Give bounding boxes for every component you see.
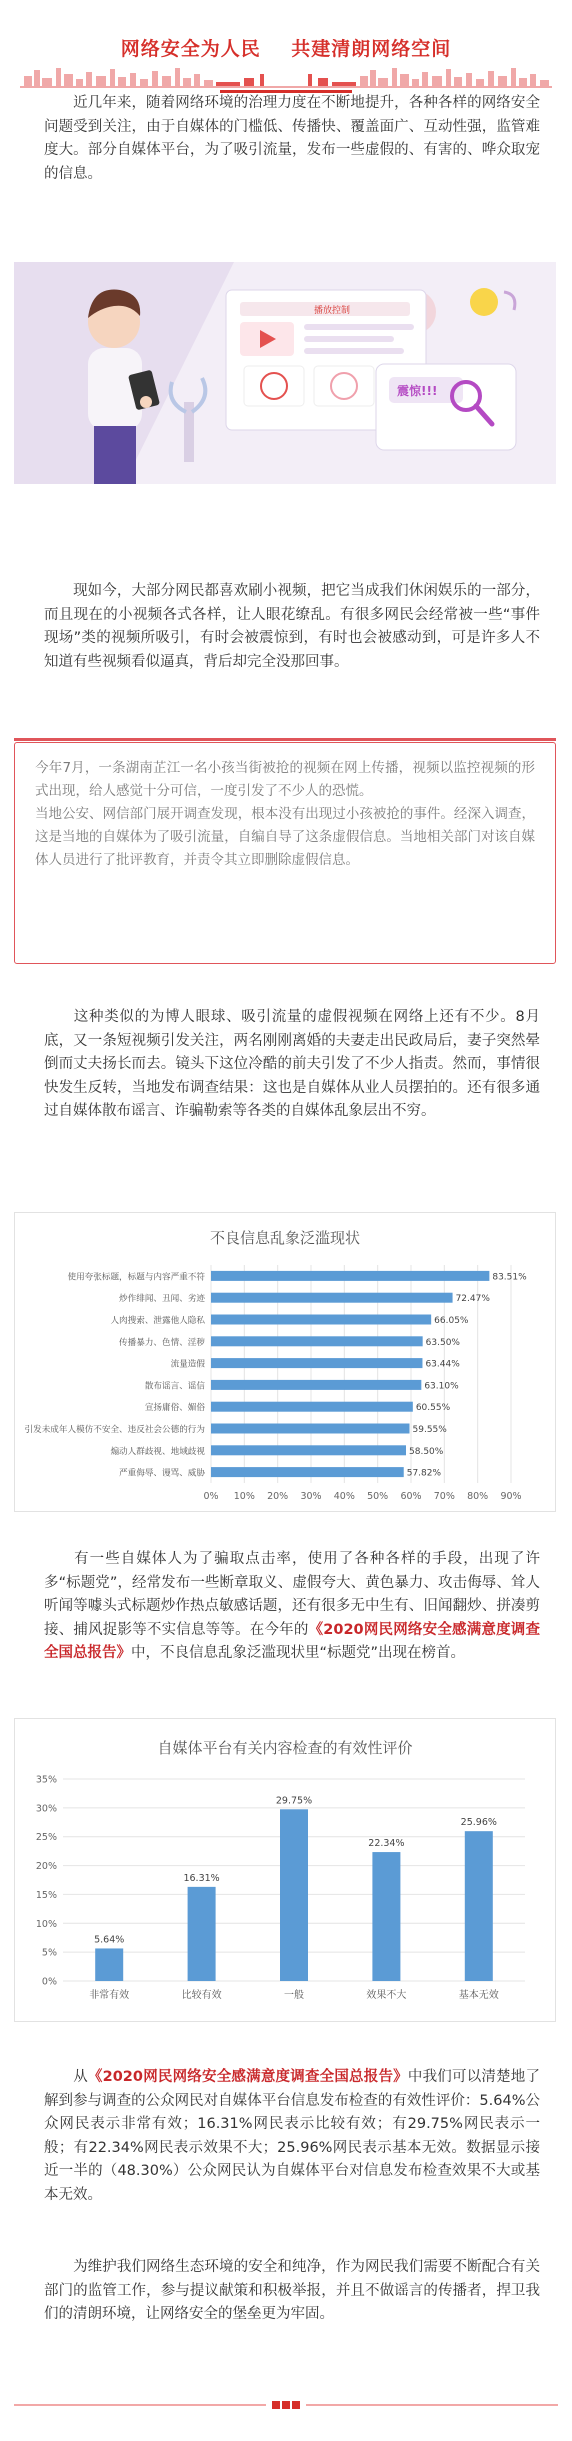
short-video-paragraph [44, 580, 540, 674]
data-label: 25.96% [460, 1817, 497, 1829]
data-label: 63.50% [425, 1337, 460, 1348]
x-tick-label: 50% [367, 1491, 389, 1502]
bar [211, 1424, 410, 1434]
data-label: 29.75% [275, 1795, 313, 1807]
category-label: 煽动人群歧视、地域歧视 [110, 1446, 205, 1457]
intro-paragraph [44, 92, 540, 186]
case-quote-text [35, 757, 535, 872]
data-label: 58.50% [409, 1446, 444, 1457]
bar [95, 1948, 123, 1981]
phone-video-illustration [14, 262, 556, 484]
y-tick-label: 5% [41, 1947, 57, 1959]
case-quote-line-1: 今年7月，一条湖南芷江一名小孩当街被抢的视频在网上传播，视频以监控视频的形式出现，给人感觉十分可信，一度引发了不少人的恐慌。 [35, 760, 535, 799]
y-tick-label: 15% [35, 1889, 57, 1901]
bar [211, 1358, 422, 1368]
x-tick-label: 60% [400, 1491, 422, 1502]
footer-divider [0, 2390, 572, 2420]
data-label: 22.34% [368, 1838, 405, 1850]
clickbait-text: 有一些自媒体人为了骗取点击率，使用了各种各样的手段，出现了许多“标题党”，经常发布一些断章取义、虚假夸大、黄色暴力、攻击侮辱、耸人听闻等噱头式标题炒作热点敏感话题，还有很多无中生有、旧闻翻炒、拼凑剪接、捕风捉影等不实信息等等。在今年的 [44, 1551, 540, 1638]
bar [211, 1445, 406, 1455]
bad-info-chart [14, 1212, 556, 1512]
x-tick-label: 10% [233, 1491, 255, 1502]
category-label: 炒作绯闻、丑闻、劣迹 [119, 1294, 205, 1305]
category-label: 引发未成年人模仿不安全、违反社会公德的行为 [24, 1425, 205, 1435]
closing-paragraph [44, 2256, 540, 2327]
data-label: 60.55% [415, 1403, 451, 1414]
category-label: 基本无效 [458, 1990, 499, 2001]
data-label: 66.05% [434, 1316, 469, 1326]
data-label: 5.64% [94, 1934, 125, 1946]
bar [211, 1271, 489, 1281]
report-title-link-2: 《2020网民网络安全感满意度调查全国总报告》 [87, 2069, 408, 2085]
bar [211, 1315, 431, 1325]
page-title: 网络安全为人民 共建清朗网络空间 [120, 38, 452, 60]
chart-title: 自媒体平台有关内容检查的有效性评价 [157, 1739, 413, 1757]
report-title-link: 《2020网民网络安全感满意度调查全国总报告》 [44, 1621, 541, 1661]
survey-text-start: 从 [73, 2069, 88, 2085]
category-label: 使用夸张标题，标题与内容严重不符 [67, 1272, 205, 1283]
x-tick-label: 80% [467, 1491, 489, 1502]
shock-bubble-text: 震惊!!! [397, 384, 438, 398]
bar [465, 1831, 493, 1981]
fake-video-paragraph [44, 1006, 540, 1124]
intro-text: 近几年来，随着网络环境的治理力度在不断地提升，各种各样的网络安全问题受到关注，由于自媒体的门槛低、传播快、覆盖面广、互动性强，监管难度大。部分自媒体平台，为了吸引流量，发布一些虚假的、有害的、哗众取宠的信息。 [44, 95, 540, 182]
page-header [0, 0, 572, 100]
category-label: 流量造假 [170, 1359, 205, 1370]
bar [211, 1380, 421, 1390]
bar [211, 1467, 404, 1477]
city-skyline-decoration [20, 64, 552, 94]
category-label: 宣扬庸俗、媚俗 [144, 1403, 205, 1414]
x-tick-label: 70% [433, 1491, 455, 1502]
survey-result-paragraph [44, 2066, 540, 2207]
category-label: 严重侮辱、谩骂、威胁 [119, 1468, 205, 1479]
bar [211, 1336, 423, 1346]
case-quote-line-2: 当地公安、网信部门展开调查发现，根本没有出现过小孩被抢的事件。经深入调查，这是当地的自媒体为了吸引流量，自编自导了这条虚假信息。当地相关部门对该自媒体人员进行了批评教育，并责令其立即删除虚假信息。 [35, 806, 535, 868]
x-tick-label: 90% [500, 1491, 522, 1502]
category-label: 比较有效 [181, 1990, 222, 2001]
short-video-text: 现如今，大部分网民都喜欢刷小视频，把它当成我们休闲娱乐的一部分，而且现在的小视频各式各样，让人眼花缭乱。有很多网民会经常被一些“事件现场”类的视频所吸引，有时会被震惊到，有时也会被感动到，可是许多人不知道有些视频看似逼真，背后却完全没那回事。 [44, 583, 540, 670]
data-label: 72.47% [455, 1294, 490, 1305]
effectiveness-chart-svg [15, 1719, 555, 2021]
clickbait-paragraph [44, 1548, 540, 1666]
category-label: 一般 [284, 1990, 304, 2001]
bar [211, 1402, 413, 1412]
screen-label: 播放控制 [314, 306, 351, 316]
data-label: 59.55% [412, 1425, 447, 1435]
survey-text: 中我们可以清楚地了解到参与调查的公众网民对自媒体平台信息发布检查的有效性评价：5.64%公众网民表示非常有效；16.31%网民表示比较有效；有29.75%网民表示一般；有22.34%网民表示效果不大；25.96%网民表示基本无效。数据显示接近一半的（48.30%）公众网民认为自媒体平台对信息发布检查效果不大或基本无效。 [44, 2069, 541, 2203]
category-label: 人肉搜索、泄露他人隐私 [110, 1316, 205, 1326]
data-label: 63.10% [424, 1381, 459, 1392]
clickbait-text-end: 中，不良信息乱象泛滥现状里“标题党”出现在榜首。 [131, 1645, 466, 1661]
y-tick-label: 25% [35, 1832, 57, 1844]
data-label: 63.44% [425, 1359, 460, 1370]
category-label: 散布谣言、谣信 [144, 1381, 205, 1392]
x-tick-label: 40% [333, 1491, 355, 1502]
bad-info-chart-svg [15, 1213, 555, 1511]
chart-title: 不良信息乱象泛滥现状 [209, 1229, 361, 1247]
category-label: 非常有效 [89, 1990, 130, 2001]
y-tick-label: 20% [35, 1861, 57, 1873]
category-label: 效果不大 [366, 1990, 407, 2001]
bar [372, 1852, 400, 1981]
y-tick-label: 35% [35, 1774, 57, 1786]
data-label: 16.31% [183, 1872, 220, 1884]
fake-video-text: 这种类似的为博人眼球、吸引流量的虚假视频在网络上还有不少。8月底，又一条短视频引发关注，两名刚刚离婚的夫妻走出民政局后，妻子突然晕倒而丈夫扬长而去。镜头下这位冷酷的前夫引发了不少人指责。然而，事情很快发生反转，当地发布调查结果：这也是自媒体从业人员摆拍的。还有很多通过自媒体散布谣言、诈骗勒索等各类的自媒体乱象层出不穷。 [44, 1009, 540, 1119]
x-tick-label: 30% [300, 1491, 322, 1502]
data-label: 57.82% [406, 1468, 442, 1479]
category-label: 传播暴力、色情、淫秽 [119, 1337, 205, 1348]
y-tick-label: 30% [35, 1803, 57, 1815]
closing-text: 为维护我们网络生态环境的安全和纯净，作为网民我们需要不断配合有关部门的监管工作，参与提议献策和积极举报，并且不做谣言的传播者，捍卫我们的清朗环境，让网络安全的堡垒更为牢固。 [44, 2259, 540, 2322]
effectiveness-chart [14, 1718, 556, 2022]
x-tick-label: 20% [267, 1491, 289, 1502]
data-label: 83.51% [492, 1272, 527, 1283]
y-tick-label: 0% [41, 1976, 57, 1988]
case-quote-box [14, 742, 556, 964]
bar [280, 1809, 308, 1981]
y-tick-label: 10% [35, 1918, 57, 1930]
bar [211, 1293, 453, 1303]
bar [188, 1887, 216, 1981]
x-tick-label: 0% [203, 1491, 219, 1502]
